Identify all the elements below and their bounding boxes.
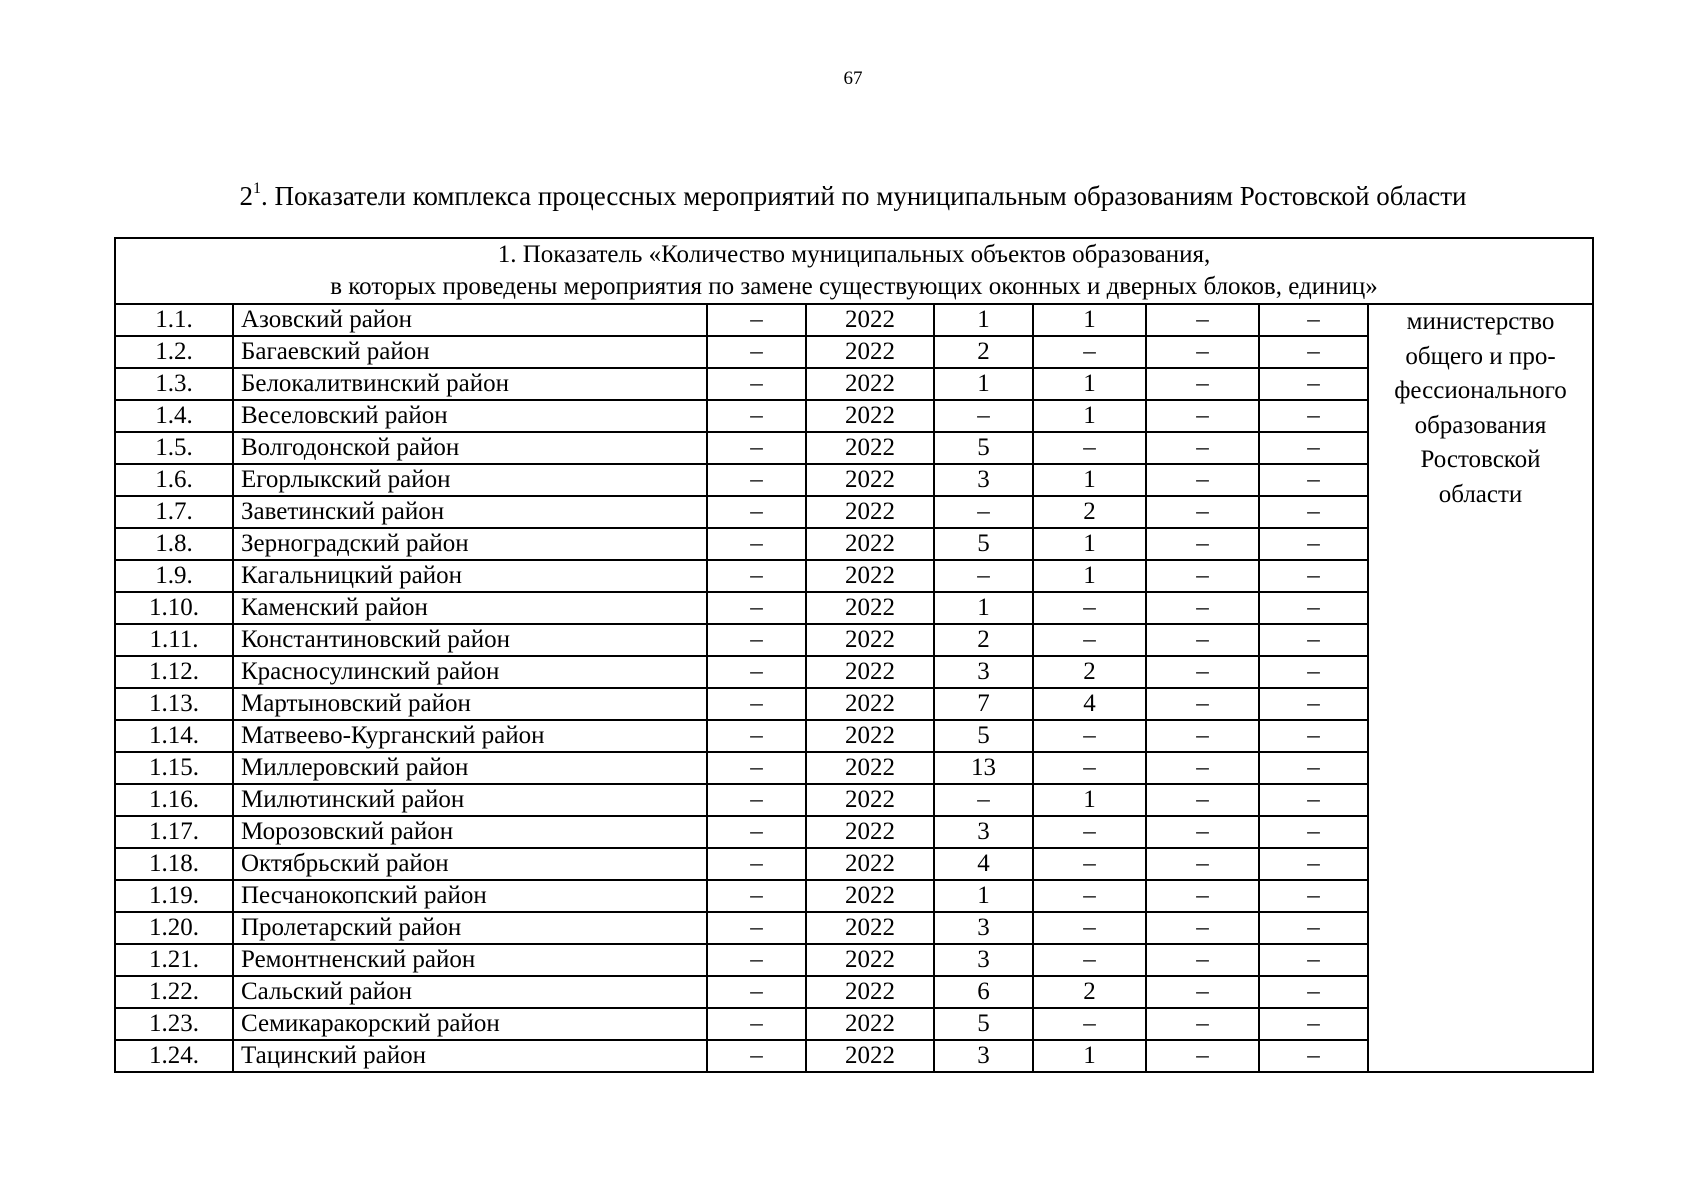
value-cell-5: – <box>1259 1008 1368 1040</box>
row-number: 1.7. <box>115 496 233 528</box>
row-number: 1.17. <box>115 816 233 848</box>
value-cell-5: – <box>1259 688 1368 720</box>
value-cell-2: 3 <box>934 656 1033 688</box>
row-number: 1.20. <box>115 912 233 944</box>
row-number: 1.10. <box>115 592 233 624</box>
row-number: 1.8. <box>115 528 233 560</box>
municipality-name: Милютинский район <box>233 784 707 816</box>
value-cell-2: 3 <box>934 944 1033 976</box>
value-cell-5: – <box>1259 496 1368 528</box>
year-cell: 2022 <box>806 880 934 912</box>
value-cell-4: – <box>1146 496 1259 528</box>
row-number: 1.22. <box>115 976 233 1008</box>
indicator-header-line-1: 1. Показатель «Количество муниципальных объектов образования, <box>497 241 1211 268</box>
row-number: 1.5. <box>115 432 233 464</box>
value-cell-3: 1 <box>1033 368 1146 400</box>
value-cell-2: 3 <box>934 464 1033 496</box>
municipality-name: Октябрьский район <box>233 848 707 880</box>
value-cell-4: – <box>1146 400 1259 432</box>
municipality-name: Пролетарский район <box>233 912 707 944</box>
value-cell-5: – <box>1259 336 1368 368</box>
responsible-line-5: Ростовской <box>1420 446 1541 473</box>
year-cell: 2022 <box>806 1040 934 1072</box>
value-cell-1: – <box>707 496 806 528</box>
responsible-authority-cell <box>1368 304 1593 1072</box>
indicator-header-line-2: в которых проведены мероприятия по замене существующих оконных и дверных блоков, единиц» <box>330 273 1378 300</box>
year-cell: 2022 <box>806 912 934 944</box>
year-cell: 2022 <box>806 688 934 720</box>
year-cell: 2022 <box>806 624 934 656</box>
responsible-line-1: министерство <box>1406 308 1555 335</box>
value-cell-1: – <box>707 560 806 592</box>
value-cell-2: 7 <box>934 688 1033 720</box>
table-row <box>115 304 1593 336</box>
municipality-name: Багаевский район <box>233 336 707 368</box>
value-cell-4: – <box>1146 976 1259 1008</box>
value-cell-2: 3 <box>934 1040 1033 1072</box>
value-cell-4: – <box>1146 944 1259 976</box>
value-cell-2: 13 <box>934 752 1033 784</box>
municipality-name: Азовский район <box>233 304 707 336</box>
value-cell-5: – <box>1259 400 1368 432</box>
value-cell-5: – <box>1259 624 1368 656</box>
value-cell-2: – <box>934 784 1033 816</box>
value-cell-2: – <box>934 400 1033 432</box>
row-number: 1.15. <box>115 752 233 784</box>
value-cell-2: 6 <box>934 976 1033 1008</box>
value-cell-3: 1 <box>1033 560 1146 592</box>
year-cell: 2022 <box>806 464 934 496</box>
value-cell-1: – <box>707 912 806 944</box>
row-number: 1.14. <box>115 720 233 752</box>
value-cell-4: – <box>1146 784 1259 816</box>
title-superscript: 1 <box>253 180 262 197</box>
value-cell-2: 2 <box>934 336 1033 368</box>
municipality-name: Тацинский район <box>233 1040 707 1072</box>
value-cell-5: – <box>1259 784 1368 816</box>
row-number: 1.2. <box>115 336 233 368</box>
value-cell-4: – <box>1146 592 1259 624</box>
value-cell-2: 5 <box>934 528 1033 560</box>
year-cell: 2022 <box>806 368 934 400</box>
responsible-line-6: области <box>1438 480 1523 508</box>
document-title <box>0 174 1698 213</box>
value-cell-4: – <box>1146 688 1259 720</box>
municipality-name: Красносулинский район <box>233 656 707 688</box>
municipality-name: Волгодонской район <box>233 432 707 464</box>
value-cell-2: – <box>934 560 1033 592</box>
value-cell-3: – <box>1033 880 1146 912</box>
year-cell: 2022 <box>806 560 934 592</box>
value-cell-3: 4 <box>1033 688 1146 720</box>
municipality-name: Семикаракорский район <box>233 1008 707 1040</box>
value-cell-5: – <box>1259 752 1368 784</box>
value-cell-1: – <box>707 976 806 1008</box>
value-cell-5: – <box>1259 432 1368 464</box>
value-cell-5: – <box>1259 656 1368 688</box>
value-cell-1: – <box>707 848 806 880</box>
municipality-name: Зерноградский район <box>233 528 707 560</box>
value-cell-5: – <box>1259 592 1368 624</box>
value-cell-4: – <box>1146 304 1259 336</box>
municipality-name: Егорлыкский район <box>233 464 707 496</box>
indicator-header-cell <box>115 238 1593 304</box>
year-cell: 2022 <box>806 720 934 752</box>
value-cell-5: – <box>1259 912 1368 944</box>
value-cell-1: – <box>707 752 806 784</box>
row-number: 1.23. <box>115 1008 233 1040</box>
row-number: 1.11. <box>115 624 233 656</box>
value-cell-1: – <box>707 432 806 464</box>
year-cell: 2022 <box>806 304 934 336</box>
value-cell-3: 2 <box>1033 976 1146 1008</box>
municipality-name: Кагальницкий район <box>233 560 707 592</box>
responsible-line-4: образования <box>1414 411 1547 439</box>
value-cell-2: 5 <box>934 720 1033 752</box>
value-cell-1: – <box>707 816 806 848</box>
value-cell-5: – <box>1259 528 1368 560</box>
row-number: 1.19. <box>115 880 233 912</box>
value-cell-4: – <box>1146 528 1259 560</box>
municipality-name: Заветинский район <box>233 496 707 528</box>
value-cell-3: 1 <box>1033 304 1146 336</box>
value-cell-3: – <box>1033 720 1146 752</box>
value-cell-4: – <box>1146 336 1259 368</box>
value-cell-4: – <box>1146 816 1259 848</box>
value-cell-3: – <box>1033 624 1146 656</box>
value-cell-4: – <box>1146 464 1259 496</box>
row-number: 1.6. <box>115 464 233 496</box>
page-number: 67 <box>843 68 863 89</box>
municipality-name: Матвеево-Курганский район <box>233 720 707 752</box>
value-cell-3: 2 <box>1033 496 1146 528</box>
value-cell-5: – <box>1259 304 1368 336</box>
table-body <box>115 238 1593 1072</box>
value-cell-1: – <box>707 336 806 368</box>
year-cell: 2022 <box>806 496 934 528</box>
indicators-table <box>114 237 1594 1073</box>
value-cell-4: – <box>1146 1008 1259 1040</box>
value-cell-2: 3 <box>934 912 1033 944</box>
value-cell-5: – <box>1259 368 1368 400</box>
value-cell-3: – <box>1033 848 1146 880</box>
value-cell-1: – <box>707 784 806 816</box>
value-cell-4: – <box>1146 1040 1259 1072</box>
value-cell-2: 5 <box>934 1008 1033 1040</box>
value-cell-1: – <box>707 528 806 560</box>
year-cell: 2022 <box>806 528 934 560</box>
value-cell-1: – <box>707 656 806 688</box>
row-number: 1.4. <box>115 400 233 432</box>
value-cell-5: – <box>1259 848 1368 880</box>
row-number: 1.12. <box>115 656 233 688</box>
value-cell-1: – <box>707 464 806 496</box>
municipality-name: Константиновский район <box>233 624 707 656</box>
value-cell-3: – <box>1033 336 1146 368</box>
year-cell: 2022 <box>806 784 934 816</box>
value-cell-2: 1 <box>934 368 1033 400</box>
value-cell-3: 1 <box>1033 528 1146 560</box>
value-cell-1: – <box>707 880 806 912</box>
row-number: 1.1. <box>115 304 233 336</box>
title-text: . Показатели комплекса процессных мероприятий по муниципальным образованиям Ростовской области <box>261 181 1467 211</box>
value-cell-2: 5 <box>934 432 1033 464</box>
row-number: 1.21. <box>115 944 233 976</box>
year-cell: 2022 <box>806 400 934 432</box>
value-cell-5: – <box>1259 464 1368 496</box>
value-cell-3: – <box>1033 944 1146 976</box>
value-cell-2: 1 <box>934 592 1033 624</box>
value-cell-3: 1 <box>1033 784 1146 816</box>
value-cell-3: – <box>1033 816 1146 848</box>
year-cell: 2022 <box>806 432 934 464</box>
value-cell-4: – <box>1146 368 1259 400</box>
value-cell-3: – <box>1033 752 1146 784</box>
value-cell-2: 3 <box>934 816 1033 848</box>
value-cell-5: – <box>1259 880 1368 912</box>
municipality-name: Сальский район <box>233 976 707 1008</box>
value-cell-3: – <box>1033 592 1146 624</box>
municipality-name: Песчанокопский район <box>233 880 707 912</box>
value-cell-3: 2 <box>1033 656 1146 688</box>
value-cell-1: – <box>707 304 806 336</box>
responsible-line-2: общего и про- <box>1405 342 1556 370</box>
value-cell-1: – <box>707 944 806 976</box>
year-cell: 2022 <box>806 976 934 1008</box>
responsible-line-3: фессионального <box>1394 377 1567 404</box>
value-cell-1: – <box>707 624 806 656</box>
municipality-name: Мартыновский район <box>233 688 707 720</box>
value-cell-1: – <box>707 688 806 720</box>
value-cell-4: – <box>1146 720 1259 752</box>
value-cell-3: 1 <box>1033 1040 1146 1072</box>
value-cell-4: – <box>1146 432 1259 464</box>
value-cell-3: – <box>1033 912 1146 944</box>
value-cell-1: – <box>707 400 806 432</box>
value-cell-3: 1 <box>1033 464 1146 496</box>
value-cell-5: – <box>1259 816 1368 848</box>
municipality-name: Белокалитвинский район <box>233 368 707 400</box>
row-number: 1.18. <box>115 848 233 880</box>
value-cell-1: – <box>707 1008 806 1040</box>
municipality-name: Миллеровский район <box>233 752 707 784</box>
municipality-name: Веселовский район <box>233 400 707 432</box>
value-cell-2: 1 <box>934 880 1033 912</box>
year-cell: 2022 <box>806 592 934 624</box>
year-cell: 2022 <box>806 816 934 848</box>
value-cell-5: – <box>1259 1040 1368 1072</box>
year-cell: 2022 <box>806 752 934 784</box>
municipality-name: Морозовский район <box>233 816 707 848</box>
indicator-header-row <box>115 238 1593 304</box>
value-cell-3: 1 <box>1033 400 1146 432</box>
value-cell-2: – <box>934 496 1033 528</box>
value-cell-4: – <box>1146 656 1259 688</box>
value-cell-3: – <box>1033 1008 1146 1040</box>
value-cell-5: – <box>1259 720 1368 752</box>
row-number: 1.24. <box>115 1040 233 1072</box>
year-cell: 2022 <box>806 336 934 368</box>
year-cell: 2022 <box>806 1008 934 1040</box>
value-cell-3: – <box>1033 432 1146 464</box>
municipality-name: Ремонтненский район <box>233 944 707 976</box>
value-cell-4: – <box>1146 848 1259 880</box>
value-cell-1: – <box>707 592 806 624</box>
value-cell-1: – <box>707 368 806 400</box>
value-cell-5: – <box>1259 560 1368 592</box>
year-cell: 2022 <box>806 656 934 688</box>
row-number: 1.13. <box>115 688 233 720</box>
year-cell: 2022 <box>806 848 934 880</box>
year-cell: 2022 <box>806 944 934 976</box>
value-cell-1: – <box>707 720 806 752</box>
row-number: 1.9. <box>115 560 233 592</box>
value-cell-4: – <box>1146 912 1259 944</box>
value-cell-4: – <box>1146 624 1259 656</box>
value-cell-4: – <box>1146 880 1259 912</box>
value-cell-1: – <box>707 1040 806 1072</box>
value-cell-2: 2 <box>934 624 1033 656</box>
value-cell-5: – <box>1259 976 1368 1008</box>
value-cell-2: 4 <box>934 848 1033 880</box>
value-cell-5: – <box>1259 944 1368 976</box>
value-cell-4: – <box>1146 560 1259 592</box>
value-cell-4: – <box>1146 752 1259 784</box>
row-number: 1.16. <box>115 784 233 816</box>
municipality-name: Каменский район <box>233 592 707 624</box>
row-number: 1.3. <box>115 368 233 400</box>
value-cell-2: 1 <box>934 304 1033 336</box>
title-prefix: 2 <box>239 181 254 211</box>
